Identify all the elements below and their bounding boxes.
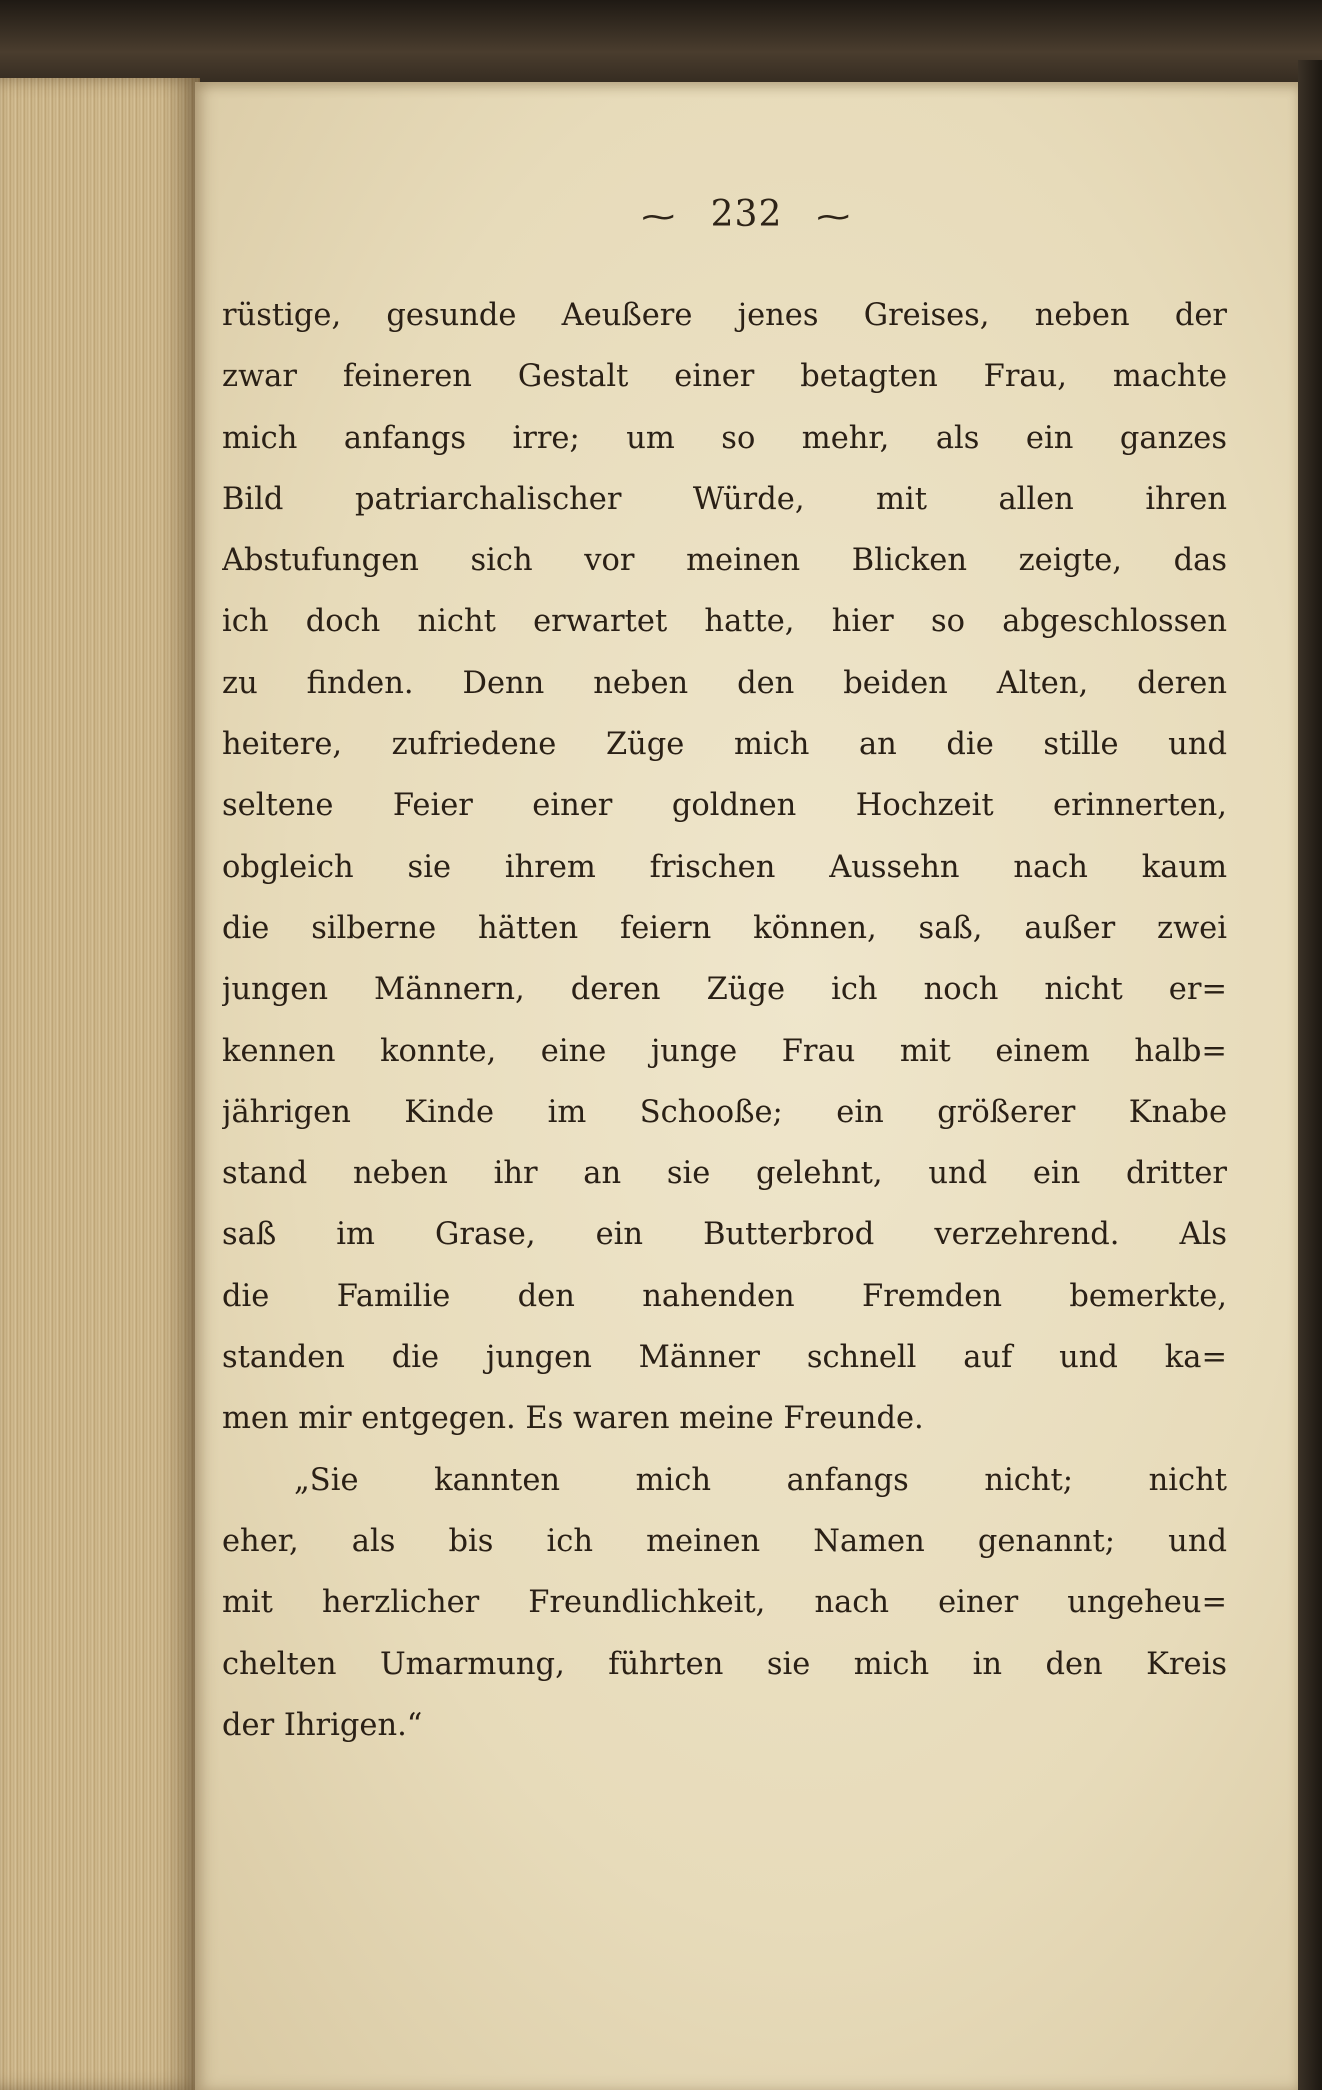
page-number: 232 (710, 194, 783, 235)
text-line: mit herzlicher Freundlichkeit, nach einer ungeheu= (222, 1585, 1227, 1621)
text-line: saß im Grase, ein Butterbrod verzehrend. Als (222, 1217, 1227, 1253)
text-line: eher, als bis ich meinen Namen genannt; und (222, 1523, 1227, 1559)
text-line: zu finden. Denn neben den beiden Alten, deren (222, 665, 1227, 701)
text-line: chelten Umarmung, führten sie mich in den Kreis (222, 1646, 1227, 1682)
page-edges-stack (0, 78, 200, 2090)
text-line: obgleich sie ihrem frischen Aussehn nach kaum (222, 849, 1227, 885)
page-header (195, 194, 1298, 235)
text-line: seltene Feier einer goldnen Hochzeit erinnerten, (222, 788, 1227, 824)
text-line: zwar feineren Gestalt einer betagten Frau, machte (222, 359, 1227, 395)
text-line: ich doch nicht erwartet hatte, hier so abgeschlossen (222, 604, 1227, 640)
text-line: „Sie kannten mich anfangs nicht; nicht (294, 1462, 1227, 1498)
left-flourish-icon: ~ (638, 199, 681, 235)
right-flourish-icon: ~ (812, 199, 855, 235)
text-line: die silberne hätten feiern können, saß, außer zwei (222, 910, 1227, 946)
body-text (222, 285, 1227, 1756)
text-line: mich anfangs irre; um so mehr, als ein ganzes (222, 420, 1227, 456)
text-line: der Ihrigen.“ (222, 1707, 423, 1743)
text-line: men mir entgegen. Es waren meine Freunde. (222, 1401, 924, 1437)
text-line: stand neben ihr an sie gelehnt, und ein dritter (222, 1156, 1227, 1192)
text-line: standen die jungen Männer schnell auf und ka= (222, 1340, 1227, 1376)
text-line: die Familie den nahenden Fremden bemerkte, (222, 1278, 1227, 1314)
text-line: kennen konnte, eine junge Frau mit einem halb= (222, 1033, 1227, 1069)
text-line: jungen Männern, deren Züge ich noch nicht er= (222, 972, 1227, 1008)
text-line: Abstufungen sich vor meinen Blicken zeigte, das (222, 543, 1227, 579)
text-line: Bild patriarchalischer Würde, mit allen ihren (222, 481, 1227, 517)
text-line: rüstige, gesunde Aeußere jenes Greises, neben der (222, 298, 1227, 333)
book-binding-edge (1298, 60, 1322, 2090)
text-line: heitere, zufriedene Züge mich an die stille und (222, 727, 1227, 763)
text-line: jährigen Kinde im Schooße; ein größerer Knabe (222, 1094, 1227, 1130)
